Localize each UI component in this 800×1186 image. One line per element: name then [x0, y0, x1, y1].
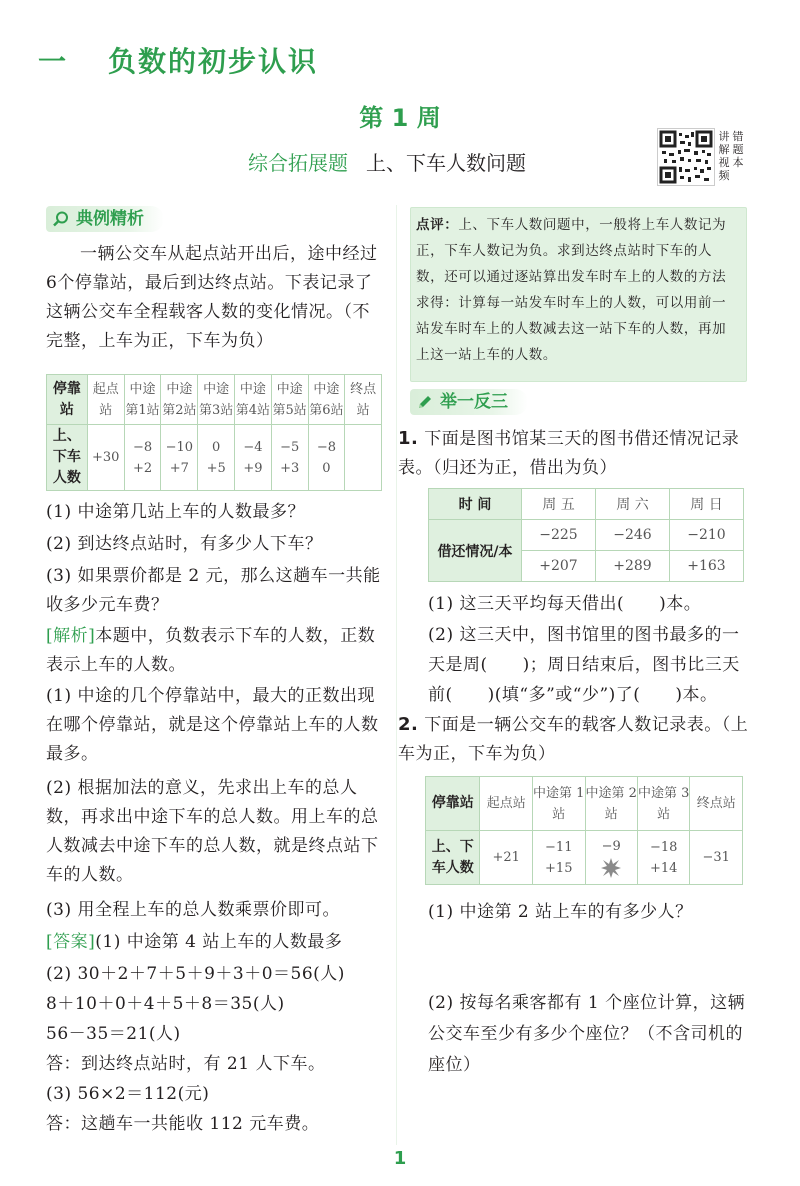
q2-part-2: (2) 按每名乘客都有 1 个座位计算，这辆公交车至少有多少个座位？（不含司机的座位） [428, 993, 746, 1075]
answer-3b: 答：这趟车一共能收 112 元车费。 [46, 1114, 320, 1134]
day-cell: 周 六 [596, 489, 670, 520]
day-cell: 周 日 [670, 489, 744, 520]
chapter-title: 负数的初步认识 [108, 45, 319, 78]
value-cell [87, 425, 124, 491]
station-cell: 中途第4站 [235, 375, 272, 425]
value-line: +21 [492, 850, 520, 865]
value-line: −10 [165, 439, 194, 455]
magnifier-icon [52, 210, 70, 228]
table-row-header: 上、下车人数 [426, 831, 480, 885]
note-label: 点评： [416, 217, 459, 233]
example-table [46, 374, 382, 491]
value-line: +30 [92, 450, 120, 465]
week-title: 第 1 周 [359, 104, 441, 132]
q2-number: 2. [398, 714, 419, 735]
analysis-2: (2) 根据加法的意义，先求出上车的总人数，再求出中途下车的总人数。用上车的总人数减去中途下车的总人数，就是终点站下车的人数。 [46, 778, 379, 885]
section-subtitle [248, 147, 526, 176]
qr-label-errors: 错题本 [732, 130, 744, 169]
note-text [416, 212, 738, 368]
value-cell [480, 831, 533, 885]
value-cell [345, 425, 382, 491]
qr-code[interactable] [657, 128, 715, 186]
value-line: 0 [212, 439, 221, 455]
example-intro: 一辆公交车从起点站开出后，途中经过6个停靠站，最后到达终点站。下表记录了这辆公交车全程载客人数的变化情况。（不完整，上车为正，下车为负） [46, 244, 378, 351]
table-header: 停靠站 [426, 777, 480, 831]
q2-text: 下面是一辆公交车的载客人数记录表。（上车为正，下车为负） [398, 715, 749, 764]
station-cell: 中途第 3 站 [637, 777, 690, 831]
value-cell: −246 [596, 520, 670, 551]
answer-3a: (3) 56×2＝112(元) [46, 1084, 210, 1104]
value-line: −9 [601, 839, 621, 854]
analysis-1: (1) 中途的几个停靠站中，最大的正数出现在哪个停靠站，就是这个停靠站上车的人数最多。 [46, 686, 379, 764]
value-line: +5 [206, 460, 226, 476]
q2-block [398, 710, 753, 769]
practice-heading [410, 389, 528, 415]
value-line: +15 [545, 860, 573, 876]
analysis-text: 本题中，负数表示下车的人数，正数表示上车的人数。 [46, 626, 376, 675]
qr-label [718, 130, 746, 182]
q1-block [398, 424, 753, 483]
table-header: 时 间 [429, 489, 522, 520]
station-cell: 起点站 [480, 777, 533, 831]
value-line: 0 [322, 460, 331, 476]
q1-number: 1. [398, 428, 419, 449]
answer-2d: 答：到达终点站时，有 21 人下车。 [46, 1054, 326, 1074]
q1-part-1: (1) 这三天平均每天借出( )本。 [428, 594, 702, 614]
value-line: +9 [243, 460, 263, 476]
q1-text: 下面是图书馆某三天的图书借还情况记录表。（归还为正，借出为负） [398, 429, 740, 478]
q2-part-1: (1) 中途第 2 站上车的有多少人？ [428, 902, 693, 922]
question-1: (1) 中途第几站上车的人数最多？ [46, 502, 305, 522]
value-cell: −225 [522, 520, 596, 551]
value-cell [690, 831, 743, 885]
value-cell: +207 [522, 551, 596, 582]
question-2: (2) 到达终点站时，有多少人下车？ [46, 534, 323, 554]
value-line: +7 [169, 460, 189, 476]
value-line: −4 [243, 439, 263, 455]
value-line: −8 [316, 439, 336, 455]
station-cell: 中途第5站 [271, 375, 308, 425]
station-cell: 中途第 1 站 [533, 777, 586, 831]
value-line: −11 [545, 839, 573, 855]
answer-1-text: (1) 中途第 4 站上车的人数最多 [95, 932, 343, 952]
table-row-header: 借还情况/本 [429, 520, 522, 582]
section-title: 上、下车人数问题 [366, 151, 526, 175]
value-line: −5 [280, 439, 300, 455]
analysis-3: (3) 用全程上车的总人数乘票价即可。 [46, 900, 340, 920]
answer-2c: 56－35＝21(人) [46, 1024, 181, 1044]
example-heading [46, 206, 164, 232]
practice-heading-label: 举一反三 [440, 392, 508, 412]
page-number: 1 [393, 1148, 407, 1169]
value-cell [235, 425, 272, 491]
value-cell: +289 [596, 551, 670, 582]
value-cell [161, 425, 198, 491]
value-line: +14 [649, 860, 678, 876]
station-cell: 终点站 [690, 777, 743, 831]
answer-1 [46, 928, 382, 957]
note-body: 上、下车人数问题中，一般将上车人数记为正，下车人数记为负。求到达终点站时下车的人数，还可以通过逐站算出发车时车上的人数的方法求得：计算每一站发车时车上的人数，可以用前一站发车时车上的人数减去这一站下车的人数，再加上这一站上车的人数。 [416, 217, 727, 363]
value-cell: −210 [670, 520, 744, 551]
pencil-icon [416, 393, 434, 411]
station-cell: 中途第2站 [161, 375, 198, 425]
table-row-header: 上、下车人数 [47, 425, 88, 491]
section-tag: 综合拓展题 [248, 151, 348, 175]
answer-2b: 8＋10＋0＋4＋5＋8＝35(人) [46, 994, 285, 1014]
value-line: −8 [132, 439, 153, 455]
value-line: −18 [649, 839, 678, 855]
value-cell [308, 425, 345, 491]
answer-tag: [答案] [46, 932, 96, 952]
value-line: −31 [702, 850, 730, 865]
station-cell: 中途第6站 [308, 375, 345, 425]
example-heading-label: 典例精析 [76, 209, 144, 229]
qr-label-video: 讲解视频 [718, 130, 730, 182]
chapter-number: 一 [38, 45, 67, 78]
station-cell: 中途第1站 [124, 375, 161, 425]
value-cell: +163 [670, 551, 744, 582]
analysis-block [46, 622, 382, 680]
qr-code-icon [658, 129, 714, 185]
table-row-header: 停靠站 [47, 375, 88, 425]
value-cell [637, 831, 690, 885]
value-cell [198, 425, 235, 491]
value-cell [585, 831, 637, 885]
answer-2a: (2) 30＋2＋7＋5＋9＋3＋0＝56(人) [46, 964, 345, 984]
value-cell [533, 831, 586, 885]
column-divider [396, 205, 397, 1145]
analysis-tag: [解析] [46, 626, 96, 646]
value-line: +2 [132, 460, 153, 476]
value-cell [124, 425, 161, 491]
library-table [428, 488, 744, 582]
question-3: (3) 如果票价都是 2 元，那么这趟车一共能收多少元车费？ [46, 566, 381, 615]
splat-icon [600, 857, 622, 879]
value-cell [271, 425, 308, 491]
station-cell: 起点站 [87, 375, 124, 425]
station-cell: 终点站 [345, 375, 382, 425]
day-cell: 周 五 [522, 489, 596, 520]
value-line: +3 [280, 460, 300, 476]
q1-part-2: (2) 这三天中，图书馆里的图书最多的一天是周( )；周日结束后，图书比三天前( )(填“多”或“少”)了( )本。 [428, 625, 740, 705]
station-cell: 中途第3站 [198, 375, 235, 425]
bus-table [425, 776, 743, 885]
station-cell: 中途第 2 站 [585, 777, 637, 831]
